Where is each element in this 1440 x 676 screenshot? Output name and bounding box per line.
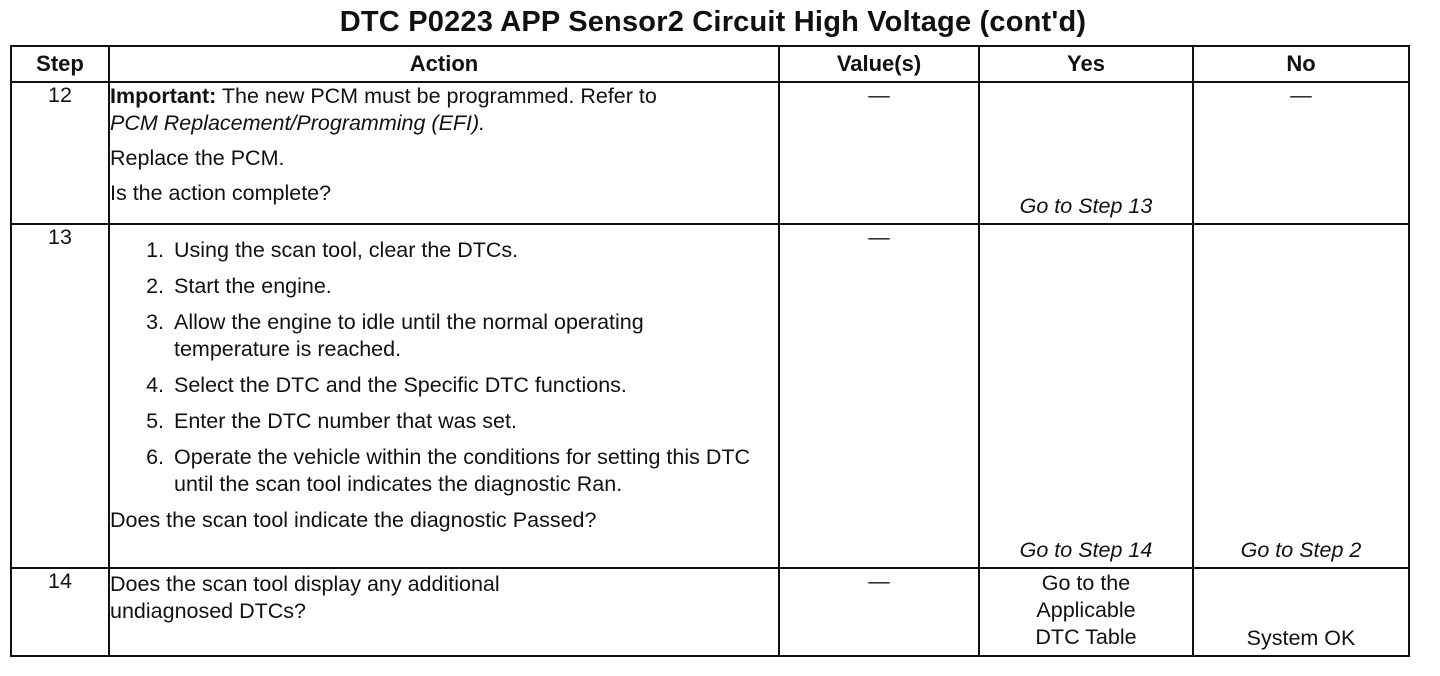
header-row bbox=[11, 46, 1409, 82]
important-label: Important: bbox=[110, 84, 217, 108]
table-row-step-13 bbox=[11, 224, 1409, 568]
no-cell bbox=[1193, 224, 1409, 568]
no-dash: — bbox=[1290, 83, 1312, 107]
no-goto: Go to Step 2 bbox=[1240, 538, 1362, 562]
substep-number: 3. bbox=[146, 310, 164, 334]
header-no: No bbox=[1193, 46, 1409, 82]
header-yes: Yes bbox=[979, 46, 1193, 82]
values-dash: — bbox=[868, 225, 890, 249]
substep-number: 4. bbox=[146, 373, 164, 397]
yes-line: DTC Table bbox=[1035, 625, 1137, 649]
no-cell bbox=[1193, 82, 1409, 224]
reference-link: PCM Replacement/Programming (EFI). bbox=[110, 111, 486, 135]
list-item bbox=[110, 237, 778, 264]
yes-goto bbox=[980, 570, 1192, 651]
dtc-table bbox=[10, 45, 1410, 657]
no-cell bbox=[1193, 568, 1409, 656]
yes-cell bbox=[979, 568, 1193, 656]
values-dash: — bbox=[868, 569, 890, 593]
substep-number: 5. bbox=[146, 409, 164, 433]
question-text: Does the scan tool display any additional undiagnosed DTCs? bbox=[110, 572, 500, 623]
list-item bbox=[110, 309, 778, 363]
yes-line: Go to the bbox=[1041, 571, 1131, 595]
substep-text: Allow the engine to idle until the normal operating temperature is reached. bbox=[174, 310, 644, 361]
action-text: Replace the PCM. bbox=[110, 146, 285, 170]
no-result: System OK bbox=[1246, 626, 1356, 650]
yes-line: Applicable bbox=[1036, 598, 1136, 622]
substep-number: 1. bbox=[146, 238, 164, 262]
action-cell bbox=[109, 82, 779, 224]
list-item bbox=[110, 408, 778, 435]
substep-text: Using the scan tool, clear the DTCs. bbox=[174, 238, 519, 262]
page-title: DTC P0223 APP Sensor2 Circuit High Voltage (cont'd) bbox=[339, 6, 1087, 38]
table-row-step-14 bbox=[11, 568, 1409, 656]
header-values: Value(s) bbox=[779, 46, 979, 82]
substep-list bbox=[110, 237, 778, 498]
yes-goto: Go to Step 14 bbox=[1019, 538, 1153, 562]
important-note bbox=[110, 83, 778, 110]
values-cell bbox=[779, 568, 979, 656]
yes-cell bbox=[979, 82, 1193, 224]
step-number: 13 bbox=[11, 224, 109, 568]
substep-text: Operate the vehicle within the conditions for setting this DTC until the scan tool indicates the diagnostic Ran. bbox=[174, 445, 751, 496]
substep-text: Enter the DTC number that was set. bbox=[174, 409, 517, 433]
values-cell bbox=[779, 224, 979, 568]
substep-number: 2. bbox=[146, 274, 164, 298]
list-item bbox=[110, 372, 778, 399]
action-cell bbox=[109, 568, 779, 656]
question-text: Is the action complete? bbox=[110, 181, 332, 205]
important-text: The new PCM must be programmed. Refer to bbox=[216, 84, 657, 108]
yes-goto: Go to Step 13 bbox=[1019, 194, 1153, 218]
step-number: 14 bbox=[11, 568, 109, 656]
substep-text: Select the DTC and the Specific DTC functions. bbox=[174, 373, 627, 397]
table-row-step-12 bbox=[11, 82, 1409, 224]
values-dash: — bbox=[868, 83, 890, 107]
values-cell bbox=[779, 82, 979, 224]
substep-text: Start the engine. bbox=[174, 274, 332, 298]
header-action: Action bbox=[109, 46, 779, 82]
substep-number: 6. bbox=[146, 445, 164, 469]
step-number: 12 bbox=[11, 82, 109, 224]
yes-cell bbox=[979, 224, 1193, 568]
action-cell bbox=[109, 224, 779, 568]
question-text: Does the scan tool indicate the diagnostic Passed? bbox=[110, 508, 597, 532]
list-item bbox=[110, 273, 778, 300]
list-item bbox=[110, 444, 778, 498]
header-step: Step bbox=[11, 46, 109, 82]
